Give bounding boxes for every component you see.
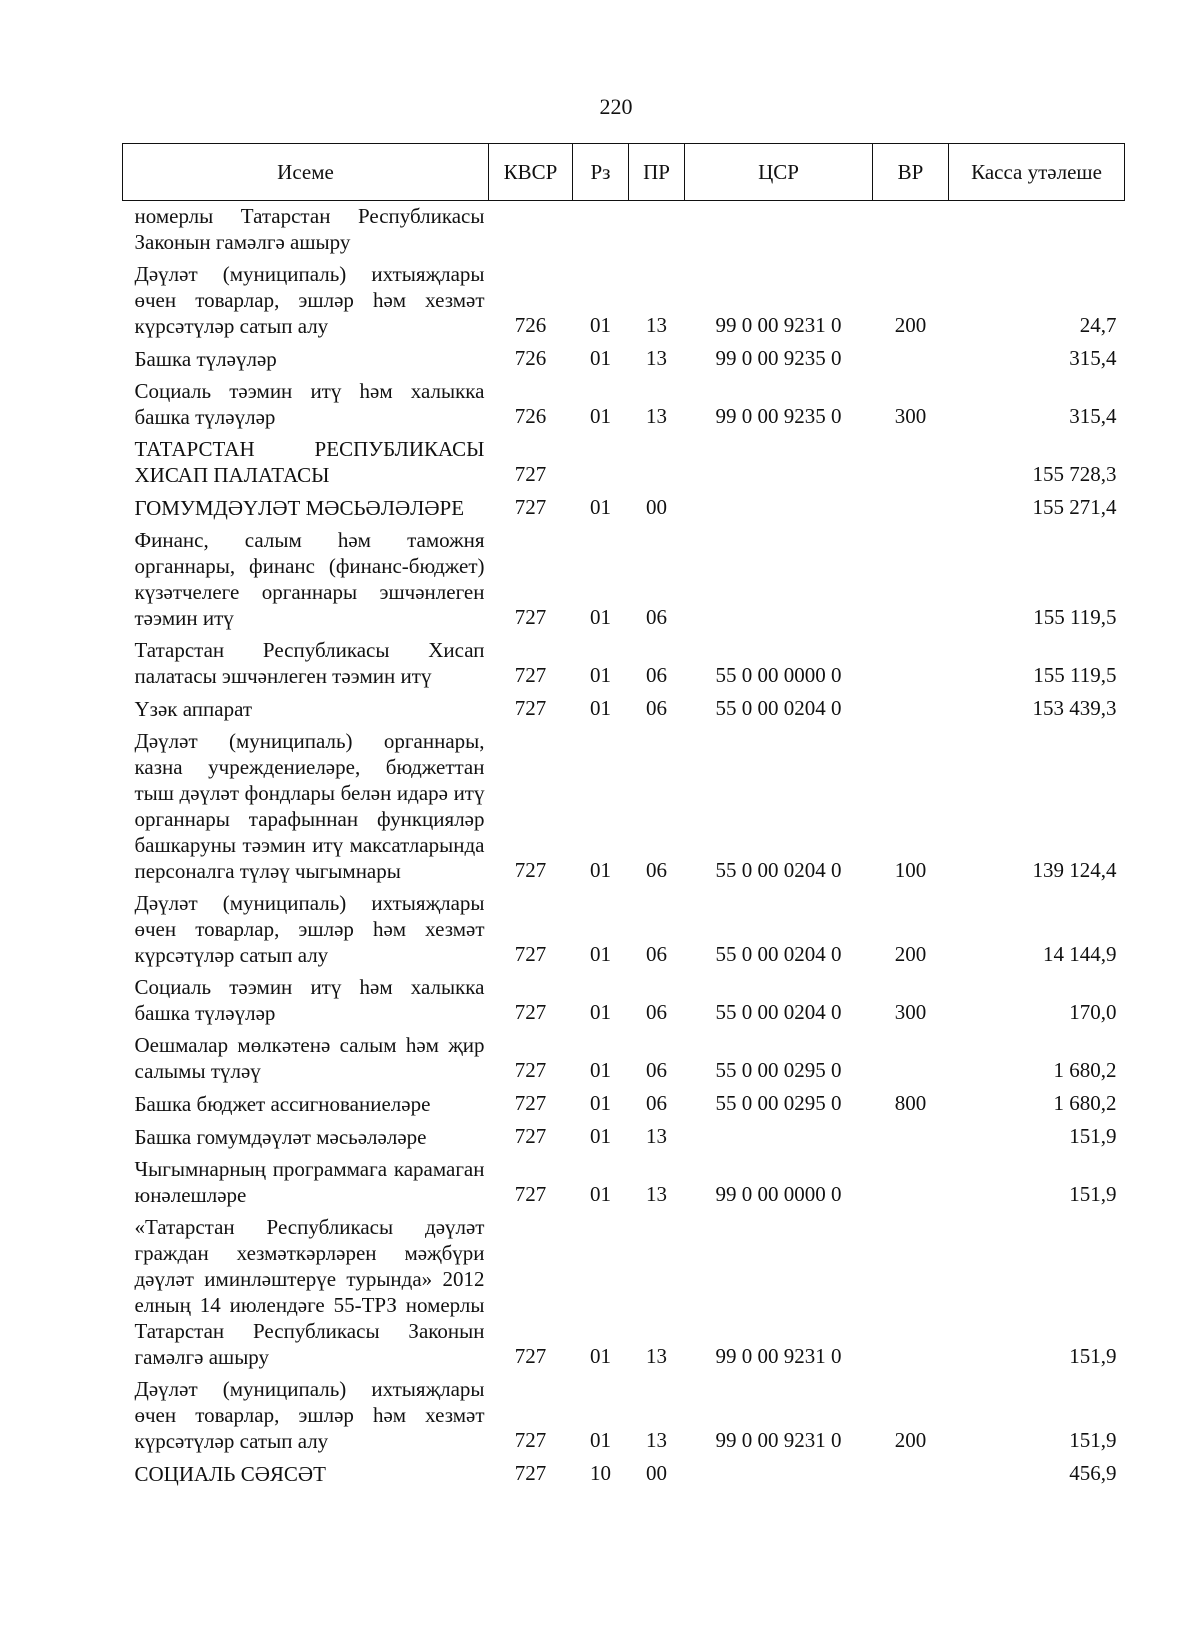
cell-kassa: 151,9 — [1069, 1182, 1117, 1206]
cell-pr: 06 — [646, 663, 667, 687]
cell-csr — [685, 1119, 873, 1152]
cell-pr: 06 — [646, 696, 667, 720]
cell-kvsr: 727 — [514, 495, 547, 519]
cell-pr: 13 — [646, 404, 667, 428]
cell-csr: 55 0 00 0000 0 — [715, 663, 842, 687]
table-row — [123, 523, 1125, 633]
cell-vr — [873, 1456, 949, 1489]
header-vr: ВР — [873, 144, 949, 201]
cell-kvsr: 727 — [514, 1344, 547, 1368]
cell-rz — [573, 201, 629, 258]
cell-rz: 01 — [590, 605, 611, 629]
cell-name: Башка гомумдәүләт мәсьәләләре — [134, 1125, 427, 1149]
cell-name: «Татарстан Республикасы дәүләт граждан хезмәткәрләрен мәҗбүри дәүләт иминләштерүе турында» 2012 елның 14 июлендәге 55-ТРЗ номерлы Татарстан Республикасы Законын гамәлгә ашыру — [134, 1215, 485, 1369]
cell-kassa: 155 119,5 — [1033, 605, 1117, 629]
cell-rz: 01 — [590, 1058, 611, 1082]
cell-kassa: 155 728,3 — [1032, 462, 1117, 486]
cell-csr: 55 0 00 0204 0 — [715, 858, 842, 882]
cell-kassa: 139 124,4 — [1032, 858, 1117, 882]
header-name: Исеме — [123, 144, 489, 201]
cell-kvsr: 727 — [514, 1182, 547, 1206]
cell-kassa: 151,9 — [1069, 1428, 1117, 1452]
cell-pr: 06 — [646, 1058, 667, 1082]
cell-name: ТАТАРСТАН РЕСПУБЛИКАСЫ ХИСАП ПАЛАТАСЫ — [134, 437, 485, 487]
cell-pr — [629, 432, 685, 490]
cell-csr: 99 0 00 9231 0 — [715, 313, 842, 337]
cell-rz: 01 — [590, 1182, 611, 1206]
cell-vr — [873, 633, 949, 691]
cell-vr — [873, 1028, 949, 1086]
table-row — [123, 490, 1125, 523]
cell-csr: 55 0 00 0295 0 — [715, 1091, 842, 1115]
cell-name: Социаль тәэмин итү һәм халыкка башка түләүләр — [134, 975, 485, 1025]
cell-vr: 300 — [894, 1000, 927, 1024]
table-row — [123, 257, 1125, 341]
header-kassa: Касса утәлеше — [949, 144, 1125, 201]
cell-vr — [873, 523, 949, 633]
table-row — [123, 432, 1125, 490]
table-row — [123, 724, 1125, 886]
cell-pr — [629, 201, 685, 258]
table-row — [123, 1119, 1125, 1152]
cell-name: СОЦИАЛЬ СӘЯСӘТ — [134, 1462, 326, 1486]
cell-kassa: 456,9 — [1069, 1461, 1117, 1485]
cell-kvsr: 727 — [514, 1058, 547, 1082]
cell-csr — [685, 490, 873, 523]
table-row — [123, 1086, 1125, 1119]
cell-rz: 01 — [590, 313, 611, 337]
cell-name: номерлы Татарстан Республикасы Законын гамәлгә ашыру — [134, 204, 485, 254]
cell-vr: 200 — [894, 1428, 927, 1452]
cell-kvsr: 727 — [514, 605, 547, 629]
table-body — [123, 201, 1125, 1490]
cell-rz: 01 — [590, 663, 611, 687]
cell-csr: 55 0 00 0295 0 — [715, 1058, 842, 1082]
cell-vr: 800 — [894, 1091, 927, 1115]
cell-name: Дәүләт (муниципаль) ихтыяҗлары өчен товарлар, эшләр һәм хезмәт күрсәтүләр сатып алу — [134, 891, 485, 967]
cell-kassa: 24,7 — [1079, 313, 1117, 337]
cell-vr: 100 — [894, 858, 927, 882]
cell-kvsr: 727 — [514, 1091, 547, 1115]
cell-csr: 99 0 00 9231 0 — [715, 1428, 842, 1452]
cell-csr — [685, 201, 873, 258]
cell-name: Оешмалар мөлкәтенә салым һәм җир салымы түләү — [134, 1033, 485, 1083]
cell-csr: 55 0 00 0204 0 — [715, 696, 842, 720]
cell-kvsr: 727 — [514, 1124, 547, 1148]
cell-kvsr: 726 — [514, 313, 547, 337]
cell-pr: 00 — [646, 495, 667, 519]
cell-kassa: 151,9 — [1069, 1344, 1117, 1368]
cell-kassa: 315,4 — [1069, 346, 1117, 370]
table-row — [123, 1028, 1125, 1086]
cell-kassa: 155 119,5 — [1033, 663, 1117, 687]
cell-kassa: 155 271,4 — [1032, 495, 1117, 519]
cell-name: Башка түләүләр — [134, 347, 277, 371]
cell-name: Дәүләт (муниципаль) органнары, казна учреждениеләре, бюджеттан тыш дәүләт фондлары белән идарә итү органнары тарафыннан функцияләр башкаруны тәэмин итү максатларында персоналга түләү чыгымнары — [134, 729, 485, 883]
cell-pr: 06 — [646, 1091, 667, 1115]
cell-rz: 10 — [590, 1461, 611, 1485]
cell-pr: 13 — [646, 313, 667, 337]
cell-rz: 01 — [590, 404, 611, 428]
cell-name: Дәүләт (муниципаль) ихтыяҗлары өчен товарлар, эшләр һәм хезмәт күрсәтүләр сатып алу — [134, 262, 485, 338]
cell-kassa: 1 680,2 — [1053, 1058, 1117, 1082]
cell-pr: 06 — [646, 1000, 667, 1024]
cell-rz: 01 — [590, 696, 611, 720]
cell-kvsr: 727 — [514, 462, 547, 486]
cell-vr: 200 — [894, 942, 927, 966]
cell-pr: 06 — [646, 858, 667, 882]
cell-name: Башка бюджет ассигнованиеләре — [134, 1092, 431, 1116]
cell-rz: 01 — [590, 1000, 611, 1024]
cell-vr — [873, 432, 949, 490]
cell-kvsr: 727 — [514, 1461, 547, 1485]
cell-pr: 06 — [646, 605, 667, 629]
header-kvsr: КВСР — [489, 144, 573, 201]
cell-rz — [573, 432, 629, 490]
cell-rz: 01 — [590, 942, 611, 966]
cell-rz: 01 — [590, 346, 611, 370]
cell-name: Дәүләт (муниципаль) ихтыяҗлары өчен товарлар, эшләр һәм хезмәт күрсәтүләр сатып алу — [134, 1377, 485, 1453]
cell-name: Татарстан Республикасы Хисап палатасы эшчәнлеген тәэмин итү — [134, 638, 485, 688]
cell-vr: 300 — [894, 404, 927, 428]
table-row — [123, 1210, 1125, 1372]
cell-csr: 99 0 00 9235 0 — [715, 346, 842, 370]
cell-rz: 01 — [590, 858, 611, 882]
cell-csr: 99 0 00 0000 0 — [715, 1182, 842, 1206]
table-row — [123, 1372, 1125, 1456]
table-row — [123, 970, 1125, 1028]
cell-name: Социаль тәэмин итү һәм халыкка башка түләүләр — [134, 379, 485, 429]
table-row — [123, 1152, 1125, 1210]
cell-csr: 55 0 00 0204 0 — [715, 1000, 842, 1024]
cell-name: Үзәк аппарат — [134, 697, 253, 721]
cell-rz: 01 — [590, 1344, 611, 1368]
cell-name: ГОМУМДӘҮЛӘТ МӘСЬӘЛӘЛӘРЕ — [134, 496, 465, 520]
cell-vr: 200 — [894, 313, 927, 337]
cell-vr — [873, 490, 949, 523]
cell-kassa: 170,0 — [1069, 1000, 1117, 1024]
cell-name: Финанс, салым һәм таможня органнары, финанс (финанс-бюджет) күзәтчелеге органнары эшчәнлеген тәэмин итү — [134, 528, 485, 630]
cell-pr: 13 — [646, 1124, 667, 1148]
cell-kvsr: 726 — [514, 404, 547, 428]
cell-pr: 13 — [646, 1428, 667, 1452]
cell-vr — [873, 1210, 949, 1372]
cell-pr: 06 — [646, 942, 667, 966]
cell-vr — [873, 341, 949, 374]
cell-csr — [685, 523, 873, 633]
header-rz: Рз — [573, 144, 629, 201]
page-number: 220 — [599, 94, 633, 119]
cell-vr — [873, 1152, 949, 1210]
cell-pr: 13 — [646, 346, 667, 370]
cell-kvsr: 727 — [514, 942, 547, 966]
cell-kvsr — [489, 201, 573, 258]
cell-kvsr: 727 — [514, 1000, 547, 1024]
header-csr: ЦСР — [685, 144, 873, 201]
cell-rz: 01 — [590, 495, 611, 519]
cell-rz: 01 — [590, 1124, 611, 1148]
table-row — [123, 691, 1125, 724]
cell-csr: 99 0 00 9235 0 — [715, 404, 842, 428]
cell-kvsr: 727 — [514, 858, 547, 882]
cell-pr: 13 — [646, 1344, 667, 1368]
table-row — [123, 374, 1125, 432]
cell-kvsr: 727 — [514, 696, 547, 720]
header-pr: ПР — [629, 144, 685, 201]
table-row — [123, 341, 1125, 374]
cell-vr — [873, 1119, 949, 1152]
cell-vr — [873, 201, 949, 258]
cell-kassa: 151,9 — [1069, 1124, 1117, 1148]
cell-rz: 01 — [590, 1428, 611, 1452]
cell-kassa: 315,4 — [1069, 404, 1117, 428]
cell-csr: 99 0 00 9231 0 — [715, 1344, 842, 1368]
cell-vr — [873, 691, 949, 724]
cell-name: Чыгымнарның программага карамаган юнәлешләре — [134, 1157, 485, 1207]
cell-rz: 01 — [590, 1091, 611, 1115]
table-row — [123, 201, 1125, 258]
cell-kvsr: 727 — [514, 1428, 547, 1452]
cell-kvsr: 727 — [514, 663, 547, 687]
cell-kassa — [949, 201, 1125, 258]
table-row — [123, 886, 1125, 970]
cell-kassa: 153 439,3 — [1032, 696, 1117, 720]
cell-pr: 00 — [646, 1461, 667, 1485]
cell-kassa: 14 144,9 — [1043, 942, 1117, 966]
table-header — [123, 144, 1125, 201]
cell-kassa: 1 680,2 — [1053, 1091, 1117, 1115]
table-row — [123, 1456, 1125, 1489]
cell-kvsr: 726 — [514, 346, 547, 370]
cell-csr: 55 0 00 0204 0 — [715, 942, 842, 966]
table-row — [123, 633, 1125, 691]
cell-pr: 13 — [646, 1182, 667, 1206]
cell-csr — [685, 432, 873, 490]
cell-csr — [685, 1456, 873, 1489]
budget-table — [122, 143, 1125, 1489]
